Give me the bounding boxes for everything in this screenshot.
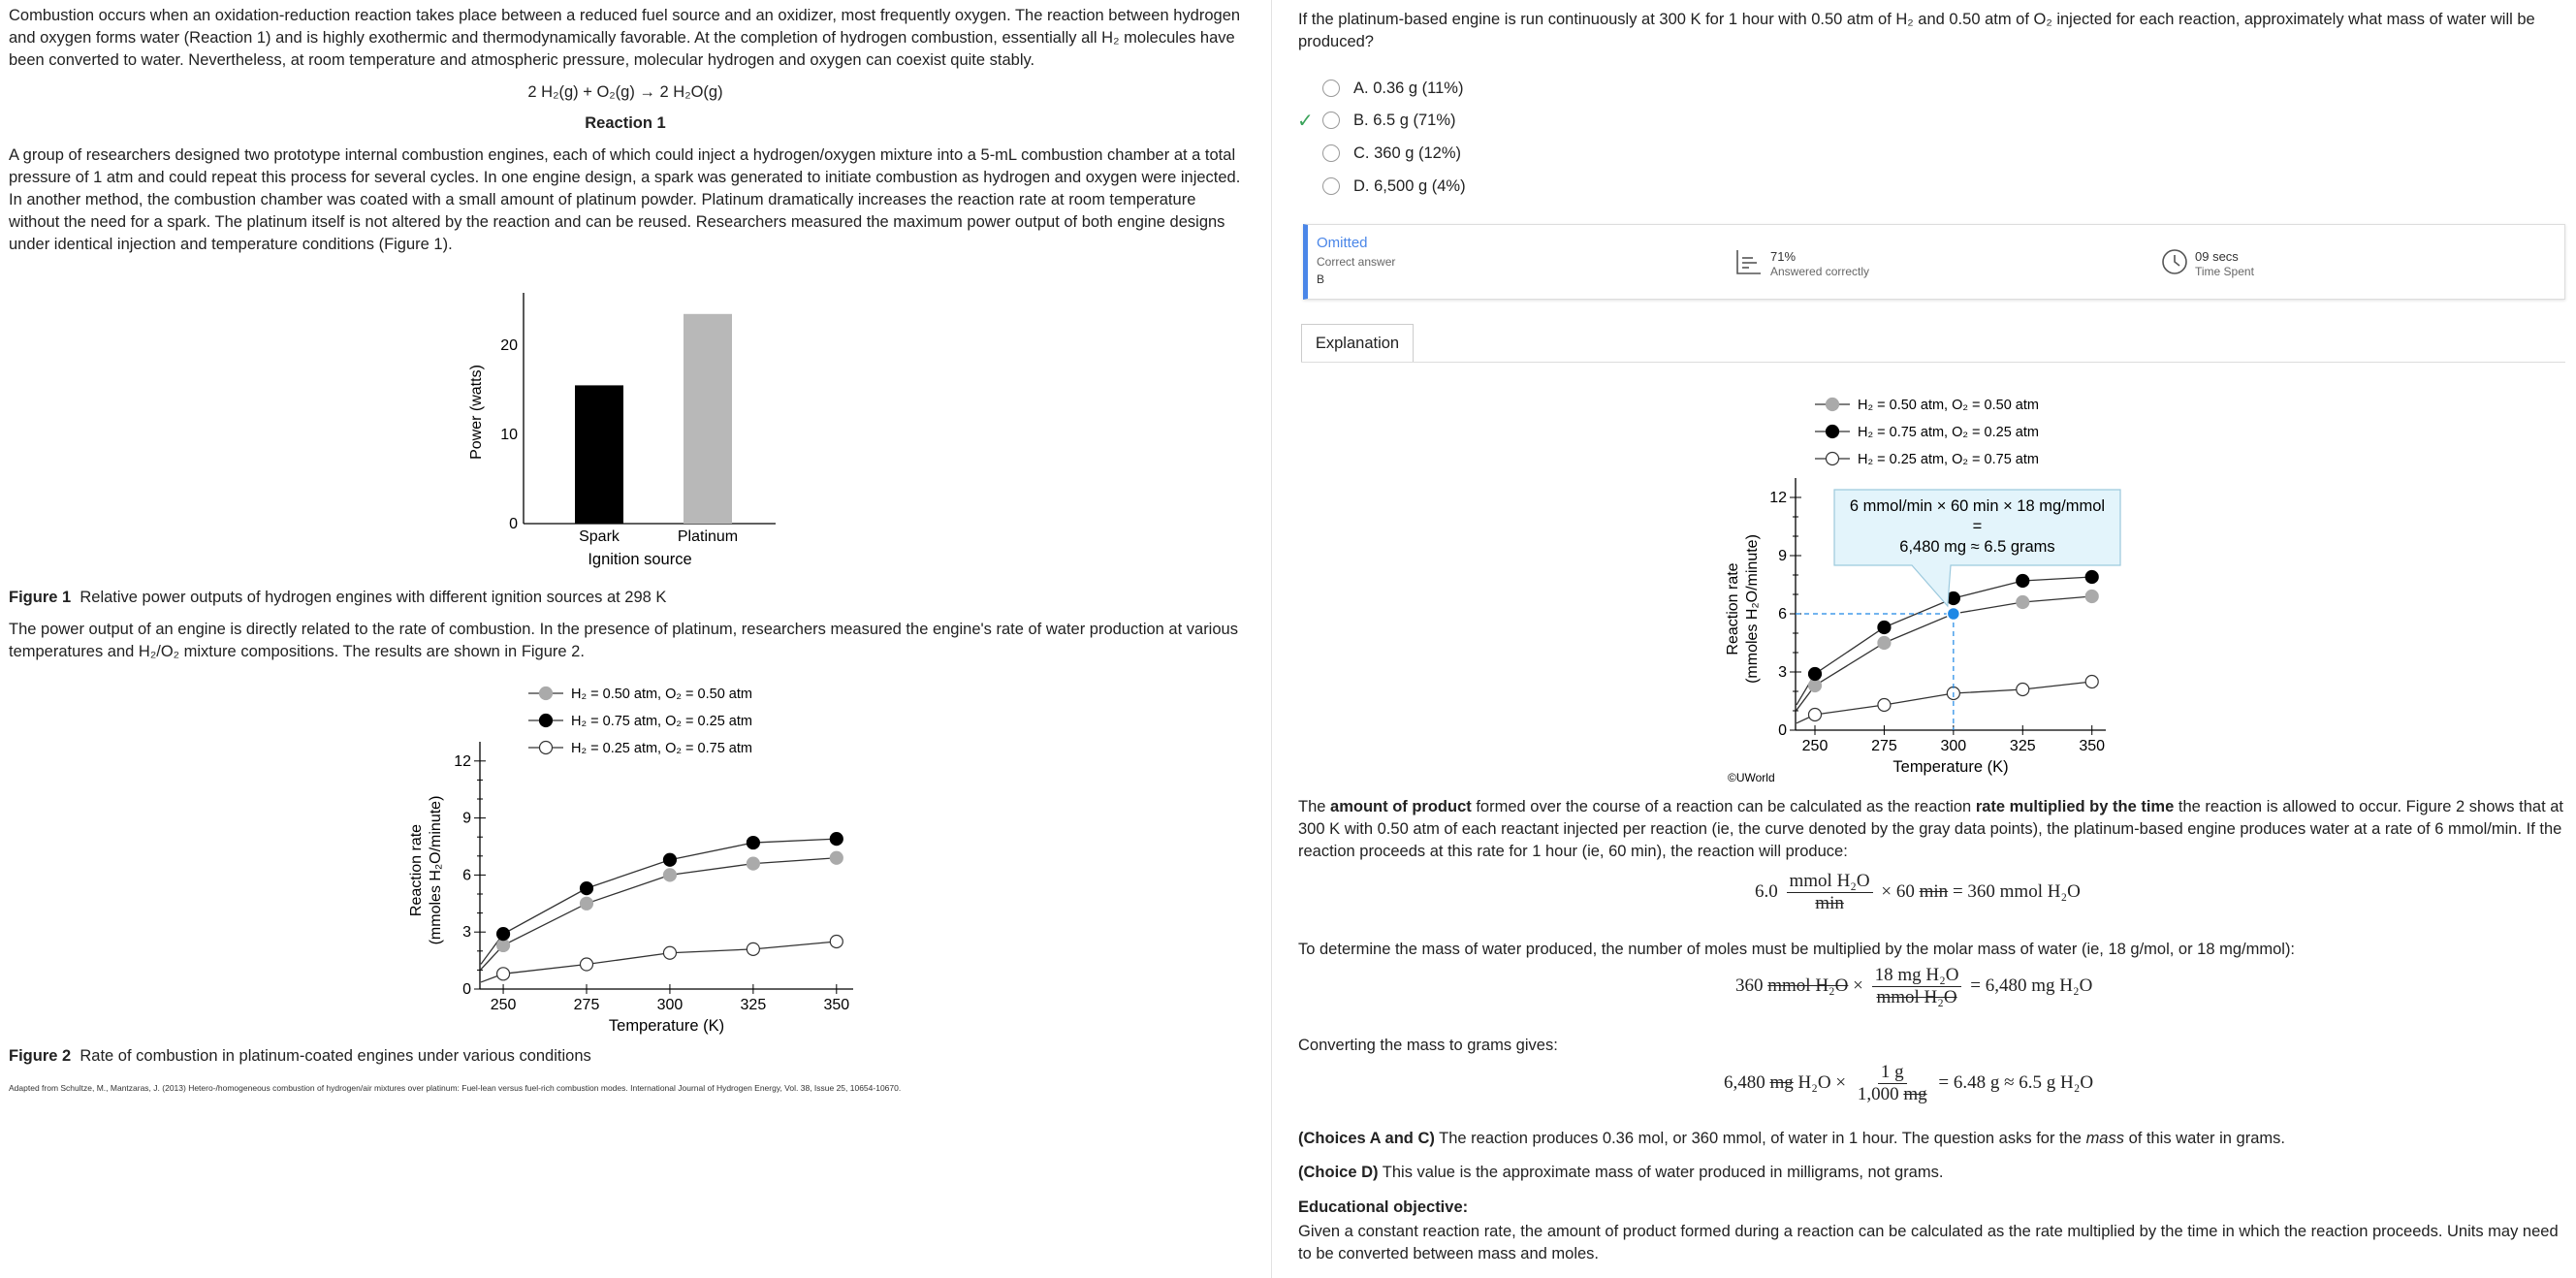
option-d-pct: (4%) [1431, 176, 1466, 195]
y-axis-label-units: (mmoles H₂O/minute) [428, 795, 444, 945]
option-c-pct: (12%) [1417, 144, 1461, 162]
answered-correctly-label: Answered correctly [1770, 265, 1870, 278]
option-d[interactable] [1322, 176, 1466, 197]
x-tick-label: Spark [579, 528, 620, 545]
choice-d-explanation [1298, 1162, 2568, 1184]
choice-d-text: This value is the approximate mass of water produced in milligrams, not grams. [1378, 1164, 1944, 1181]
legend-marker [1827, 426, 1839, 438]
data-point-s1 [663, 853, 676, 866]
eq2-result: = 6,480 mg H₂O [1970, 974, 2093, 996]
y-tick-label: 10 [500, 427, 518, 443]
option-b[interactable] [1322, 110, 1456, 131]
x-tick-label: 300 [1940, 738, 1967, 754]
correct-answer-label: Correct answer [1317, 255, 1396, 269]
explanation-paragraph-1 [1298, 796, 2568, 863]
eq3-den-num: 1,000 [1857, 1084, 1899, 1104]
radio-d[interactable] [1322, 177, 1340, 195]
figure-1-caption-text: Relative power outputs of hydrogen engines with different ignition sources at 298 K [80, 589, 667, 606]
eq1-lead: 6.0 [1755, 880, 1778, 902]
x-axis-label: Ignition source [588, 551, 692, 568]
series-line-0 [481, 858, 837, 970]
x-tick-label: 325 [740, 997, 767, 1013]
data-point-s0 [747, 857, 759, 870]
legend-label: H₂ = 0.50 atm, O₂ = 0.50 atm [1858, 398, 2039, 413]
legend-marker [1827, 453, 1839, 465]
status-omitted: Omitted [1317, 235, 1368, 251]
x-tick-label: 350 [823, 997, 850, 1013]
data-point-s1 [497, 928, 510, 941]
x-tick-label: 250 [1801, 738, 1829, 754]
y-tick-label: 6 [1778, 606, 1787, 623]
bar-spark [575, 385, 623, 524]
legend-marker [540, 687, 553, 700]
figure-1-caption [9, 587, 1250, 609]
y-axis-label: Reaction rate [1725, 562, 1741, 655]
exp-p1-c: formed over the course of a reaction can be calculated as the reaction [1471, 798, 1976, 815]
x-axis-label: Temperature (K) [608, 1017, 725, 1035]
option-d-letter: D. [1353, 176, 1370, 195]
highlight-point [1947, 608, 1959, 621]
y-tick-label: 12 [1769, 490, 1787, 506]
passage-pane [0, 0, 1270, 1278]
citation: Adapted from Schultze, M., Mantzaras, J. (2013) Hetero-/homogeneous combustion of hydrogen/air mixtures over platinum: Fuel-lean versus fuel-rich combustion modes. International Journal of Hydrogen Energy, Vol. 38, Issue 25, 10654-10670. [9, 1083, 902, 1093]
bar-platinum [684, 314, 732, 524]
exp-p1-e: the reaction is allowed to occur. Figure 2 shows that at 300 K with 0.50 atm of each reactant injected per reaction (ie, the curve denoted by the gray data points), the platinum-based engine produces water at a rate of 6 mmol/min. If the reaction proceeds at this rate for 1 hour (ie, 60 min), the reaction will produce: [1298, 798, 2564, 860]
series-line-1 [481, 839, 837, 964]
figure-2-caption-text: Rate of combustion in platinum-coated engines under various conditions [80, 1047, 591, 1065]
correct-answer-value: B [1317, 272, 1325, 286]
y-tick-label: 3 [462, 924, 471, 942]
eq1-den: min [1815, 893, 1844, 913]
educational-objective-text: Given a constant reaction rate, the amount of product formed during a reaction can be calculated as the rate multiplied by the time in which the reaction proceeds. Units may need to be converted between mass and moles. [1298, 1223, 2559, 1262]
y-tick-label: 0 [509, 516, 518, 532]
correct-check-icon: ✓ [1297, 111, 1314, 132]
data-point-s1 [2017, 575, 2029, 588]
data-point-s0 [1809, 680, 1822, 692]
y-axis-label: Power (watts) [468, 365, 485, 460]
legend-label: H₂ = 0.75 atm, O₂ = 0.25 atm [1858, 425, 2039, 440]
reaction-label: Reaction 1 [585, 114, 666, 132]
passage-paragraph-1: Combustion occurs when an oxidation-reduction reaction takes place between a reduced fuel source and an oxidizer, most frequently oxygen. The reaction between hydrogen and oxygen forms water (Reaction 1) and is highly exothermic and thermodynamically favorable. At the completion of hydrogen combustion, essentially all H₂ molecules have been converted to water. Nevertheless, at room temperature and atmospheric pressure, molecular hydrogen and oxygen can coexist quite stably. [9, 7, 1241, 69]
question-stem: If the platinum-based engine is run continuously at 300 K for 1 hour with 0.50 atm of H₂ and 0.50 atm of O₂ injected for each reaction, approximately what mass of water will be produced? [1298, 11, 2535, 50]
passage-paragraph-3: The power output of an engine is directly related to the rate of combustion. In the presence of platinum, researchers measured the engine's rate of water production at various temperatures and H₂/O₂ mixture compositions. The results are shown in Figure 2. [9, 621, 1238, 660]
eq3-result: = 6.48 g ≈ 6.5 g H₂O [1938, 1071, 2094, 1093]
time-spent-value: 09 secs [2195, 249, 2239, 264]
y-tick-label: 9 [462, 810, 471, 827]
y-tick-label: 6 [462, 867, 471, 884]
legend-label: H₂ = 0.50 atm, O₂ = 0.50 atm [571, 687, 752, 702]
x-tick-label: 300 [656, 997, 684, 1013]
eq1-result: = 360 mmol H₂O [1952, 880, 2081, 902]
figure-1-bar-chart [456, 272, 805, 572]
x-axis-label: Temperature (K) [1892, 758, 2009, 776]
data-point-s2 [1809, 709, 1822, 721]
y-tick-label: 20 [500, 337, 518, 354]
option-c[interactable] [1322, 143, 1461, 164]
data-point-s1 [747, 837, 759, 849]
exp-p1-b: amount of product [1330, 798, 1472, 815]
legend-marker [1827, 399, 1839, 411]
legend-label: H₂ = 0.75 atm, O₂ = 0.25 atm [571, 714, 752, 729]
data-point-s2 [2085, 676, 2098, 688]
eq2-lead-unit: mmol H₂O [1767, 974, 1849, 996]
legend-label: H₂ = 0.25 atm, O₂ = 0.75 atm [571, 741, 752, 756]
eq2-lead: 360 [1735, 974, 1764, 996]
legend-marker [540, 715, 553, 727]
legend-label: H₂ = 0.25 atm, O₂ = 0.75 atm [1858, 452, 2039, 467]
series-line-2 [481, 942, 837, 982]
option-b-text: 6.5 g [1373, 111, 1409, 129]
eq1-num: mmol H₂O [1787, 871, 1873, 893]
figure-1-caption-label: Figure 1 [9, 589, 72, 606]
choices-a-c-explanation [1298, 1128, 2568, 1150]
option-a-pct: (11%) [1421, 79, 1464, 97]
data-point-s1 [830, 833, 843, 846]
equation-3 [1724, 1062, 2093, 1105]
x-tick-label: 275 [1871, 738, 1897, 754]
eq3-num: 1 g [1878, 1062, 1907, 1084]
equation-2 [1735, 965, 2092, 1008]
radio-c[interactable] [1322, 144, 1340, 162]
equation-1 [1755, 871, 2081, 914]
series-line-2 [1797, 682, 2092, 723]
eq3-lead-unit: mg [1769, 1071, 1794, 1093]
explanation-paragraph-3: Converting the mass to grams gives: [1298, 1037, 1558, 1054]
eq2-den: mmol H₂O [1876, 987, 1957, 1007]
answered-correctly-value: 71% [1770, 249, 1797, 264]
option-c-text: 360 g [1374, 144, 1415, 162]
question-pane [1271, 0, 2576, 1278]
explanation-figure-line-chart [1699, 388, 2164, 795]
eq3-lead-rest: H₂O × [1797, 1071, 1847, 1093]
callout-text: 6 mmol/min × 60 min × 18 mg/mmol [1849, 497, 2106, 515]
choices-a-c-label: (Choices A and C) [1298, 1130, 1435, 1147]
option-a[interactable] [1322, 78, 1463, 99]
data-point-s2 [1878, 699, 1891, 712]
passage-paragraph-2: A group of researchers designed two prototype internal combustion engines, each of which could inject a hydrogen/oxygen mixture into a 5-mL combustion chamber at a total pressure of 1 atm and could repeat this process for several cycles. In one engine design, a spark was generated to initiate combustion as hydrogen and oxygen were injected. In another method, the combustion chamber was coated with a small amount of platinum powder. Platinum dramatically increases the reaction rate at room temperature without the need for a spark. The platinum itself is not altered by the reaction and can be reused. Researchers measured the maximum power output of both engine designs under identical injection and temperature conditions (Figure 1). [9, 146, 1241, 253]
data-point-s2 [830, 936, 843, 948]
eq1-unit: min [1919, 880, 1949, 902]
y-axis-label-units: (mmoles H₂O/minute) [1744, 534, 1761, 684]
exp-p1-a: The [1298, 798, 1331, 815]
educational-objective-label: Educational objective: [1298, 1198, 1469, 1216]
option-a-letter: A. [1353, 79, 1369, 97]
data-point-s1 [1809, 668, 1822, 681]
data-point-s0 [663, 869, 676, 881]
y-tick-label: 9 [1778, 548, 1787, 564]
data-point-s1 [1878, 622, 1891, 634]
bar-chart-icon [1735, 248, 1763, 275]
eq1-fraction [1787, 871, 1873, 914]
figure-2-caption [9, 1045, 1250, 1068]
option-b-pct: (71%) [1413, 111, 1456, 129]
x-tick-label: Platinum [677, 528, 739, 545]
x-tick-label: 250 [490, 997, 517, 1013]
data-point-s1 [2085, 571, 2098, 584]
data-point-s0 [497, 939, 510, 951]
y-axis-label: Reaction rate [408, 823, 425, 917]
clock-icon [2161, 248, 2188, 275]
eq3-fraction [1855, 1062, 1930, 1105]
radio-a[interactable] [1322, 80, 1340, 97]
eq3-lead: 6,480 [1724, 1071, 1765, 1093]
eq2-fraction [1872, 965, 1962, 1008]
eq2-num: 18 mg H₂O [1872, 965, 1962, 987]
data-point-s0 [2017, 596, 2029, 609]
reaction-equation: 2 H₂(g) + O₂(g) → 2 H₂O(g) [527, 83, 723, 101]
choices-a-c-text-italic: mass [2085, 1130, 2124, 1147]
figure-2-caption-label: Figure 2 [9, 1047, 72, 1065]
data-point-s2 [581, 958, 593, 971]
time-spent-label: Time Spent [2195, 265, 2254, 278]
data-point-s2 [747, 943, 759, 955]
eq2-mid: × [1853, 974, 1863, 996]
y-tick-label: 12 [454, 752, 471, 770]
tab-explanation[interactable]: Explanation [1301, 324, 1414, 363]
y-tick-label: 0 [462, 981, 471, 998]
choices-a-c-text-b: of this water in grams. [2123, 1130, 2285, 1147]
option-b-letter: B. [1353, 111, 1369, 129]
eq3-den-unit: mg [1903, 1084, 1927, 1104]
figure-2-line-chart [398, 679, 863, 1038]
legend-marker [540, 742, 553, 754]
explanation-paragraph-2: To determine the mass of water produced, the number of moles must be multiplied by the molar mass of water (ie, 18 g/mol, or 18 mg/mmol): [1298, 941, 2296, 958]
data-point-s2 [663, 946, 676, 959]
data-point-s2 [2017, 684, 2029, 696]
x-tick-label: 350 [2079, 738, 2106, 754]
data-point-s1 [581, 882, 593, 895]
option-a-text: 0.36 g [1373, 79, 1418, 97]
radio-b[interactable] [1322, 112, 1340, 129]
option-d-text: 6,500 g [1374, 176, 1428, 195]
choice-d-label: (Choice D) [1298, 1164, 1379, 1181]
callout-text: 6,480 mg ≈ 6.5 grams [1899, 538, 2055, 556]
choices-a-c-text-a: The reaction produces 0.36 mol, or 360 mmol, of water in 1 hour. The question asks for the [1434, 1130, 2086, 1147]
data-point-s0 [581, 897, 593, 910]
y-tick-label: 0 [1778, 722, 1787, 739]
data-point-s2 [497, 968, 510, 980]
data-point-s0 [1878, 637, 1891, 650]
tab-divider [1301, 362, 2565, 363]
uworld-watermark: ©UWorld [1728, 771, 1775, 784]
exp-p1-d: rate multiplied by the time [1975, 798, 2175, 815]
x-tick-label: 325 [2009, 738, 2036, 754]
y-tick-label: 3 [1778, 664, 1787, 681]
eq1-mid: × 60 [1881, 880, 1915, 902]
data-point-s0 [830, 851, 843, 864]
data-point-s0 [2085, 591, 2098, 603]
option-c-letter: C. [1353, 144, 1370, 162]
result-stats-box [1303, 224, 2565, 300]
x-tick-label: 275 [573, 997, 600, 1013]
callout-text: = [1972, 518, 1983, 535]
